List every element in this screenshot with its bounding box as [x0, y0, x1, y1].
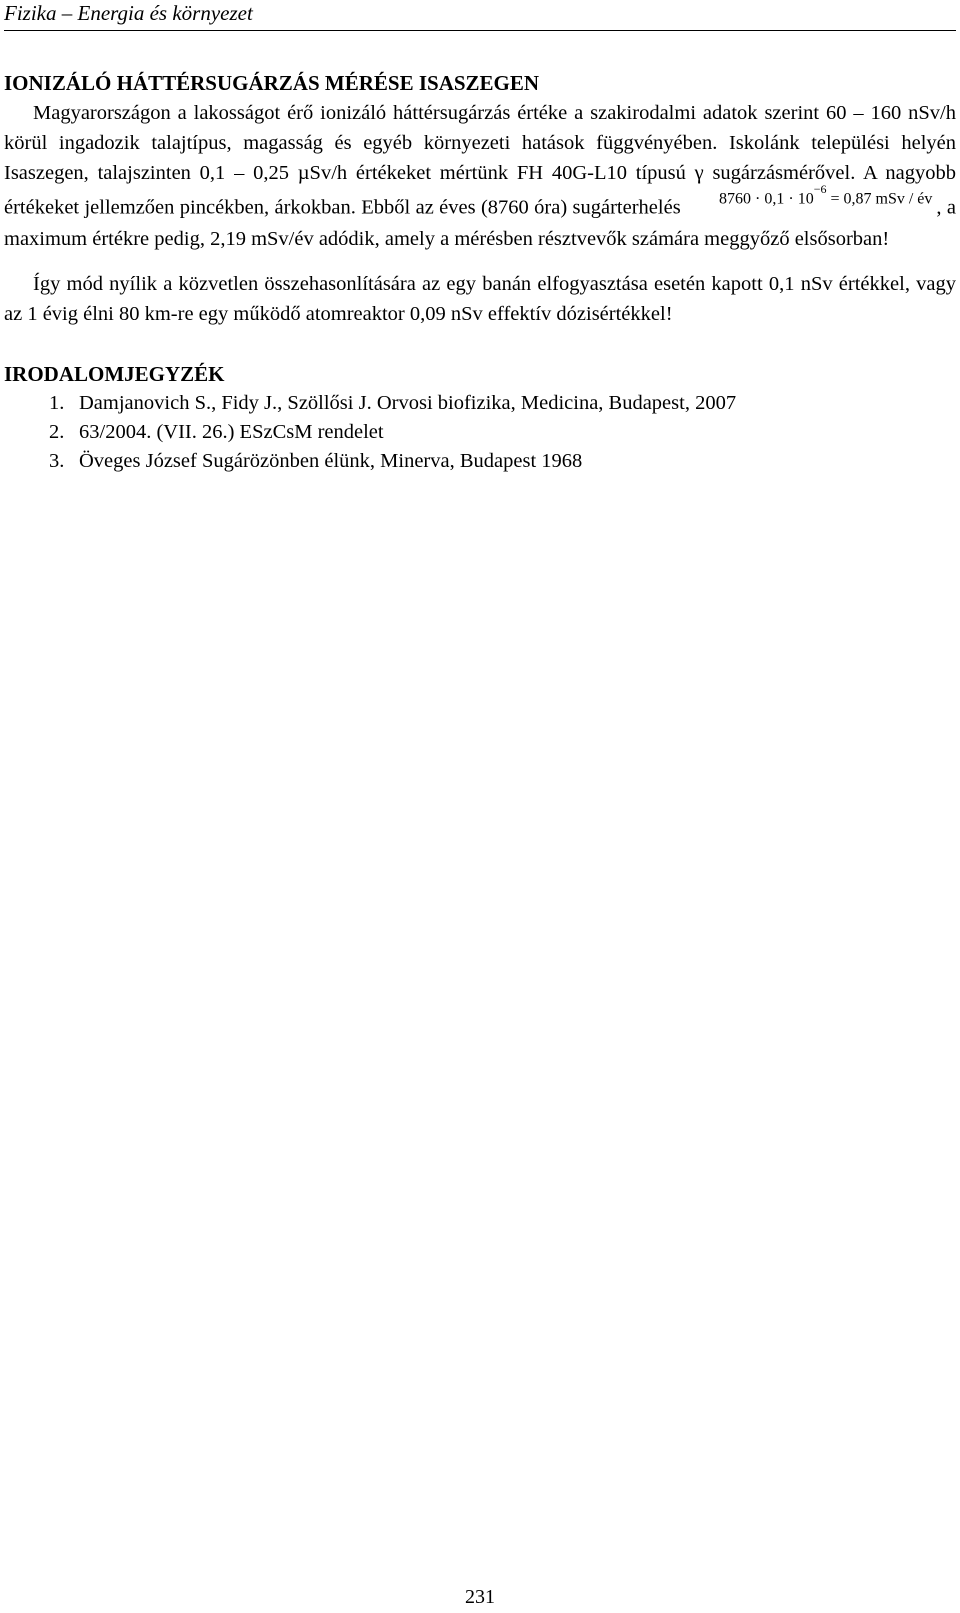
- paragraph-measurement-text: Magyarországon a lakosságot érő ionizáló háttérsugárzás értéke a szakirodalmi adatok szerint 60 – 160 nSv/h körül ingadozik talajtípus, magasság és egyéb környezeti hatások függvényében. Iskolánk települési helyén Isaszegen, talajszinten 0,1 – 0,25 µSv/h értékeket mértünk FH 40G-L10 típusú γ sugárzásmérővel. A nagyobb értékeket jellemzően pincékben, árkokban. Ebből az éves (8760 óra) sugárterhelés: [4, 102, 956, 219]
- section-title: IONIZÁLÓ HÁTTÉRSUGÁRZÁS MÉRÉSE ISASZEGEN: [4, 71, 540, 95]
- reference-item: [49, 418, 956, 447]
- reference-number: 3.: [49, 450, 65, 473]
- reference-text: Öveges József Sugárözönben élünk, Minerva, Budapest 1968: [79, 450, 583, 473]
- formula-main: 8760 · 0,1 · 10: [719, 190, 814, 208]
- references-list: [4, 389, 956, 476]
- reference-number: 1.: [49, 392, 65, 415]
- page-content: [4, 68, 956, 476]
- reference-text: 63/2004. (VII. 26.) ESzCsM rendelet: [79, 421, 384, 444]
- paragraph-measurement: [4, 98, 956, 254]
- paragraph-comparison-text: Így mód nyílik a közvetlen összehasonlítására az egy banán elfogyasztása esetén kapott 0,1 nSv értékkel, vagy az 1 évig élni 80 km-re egy működő atomreaktor 0,09 nSv effektív dózisértékkel!: [4, 273, 956, 326]
- references-title: IRODALOMJEGYZÉK: [4, 362, 225, 387]
- running-header-title: Fizika – Energia és környezet: [4, 1, 253, 25]
- formula-result: = 0,87 mSv / év: [826, 190, 933, 208]
- formula-exponent: −6: [813, 182, 827, 196]
- reference-text: Damjanovich S., Fidy J., Szöllősi J. Orvosi biofizika, Medicina, Budapest, 2007: [79, 392, 737, 415]
- paragraph-measurement-end: , a maximum értékre pedig, 2,19 mSv/év adódik, amely a mérésben résztvevők számára meggyőző elsősorban!: [4, 196, 956, 251]
- page-number: 231: [465, 1586, 495, 1608]
- dose-formula: [686, 178, 936, 214]
- reference-item: [49, 447, 956, 476]
- running-header: [4, 0, 956, 31]
- reference-number: 2.: [49, 421, 65, 444]
- paragraph-comparison: [4, 269, 956, 329]
- reference-item: [49, 389, 956, 418]
